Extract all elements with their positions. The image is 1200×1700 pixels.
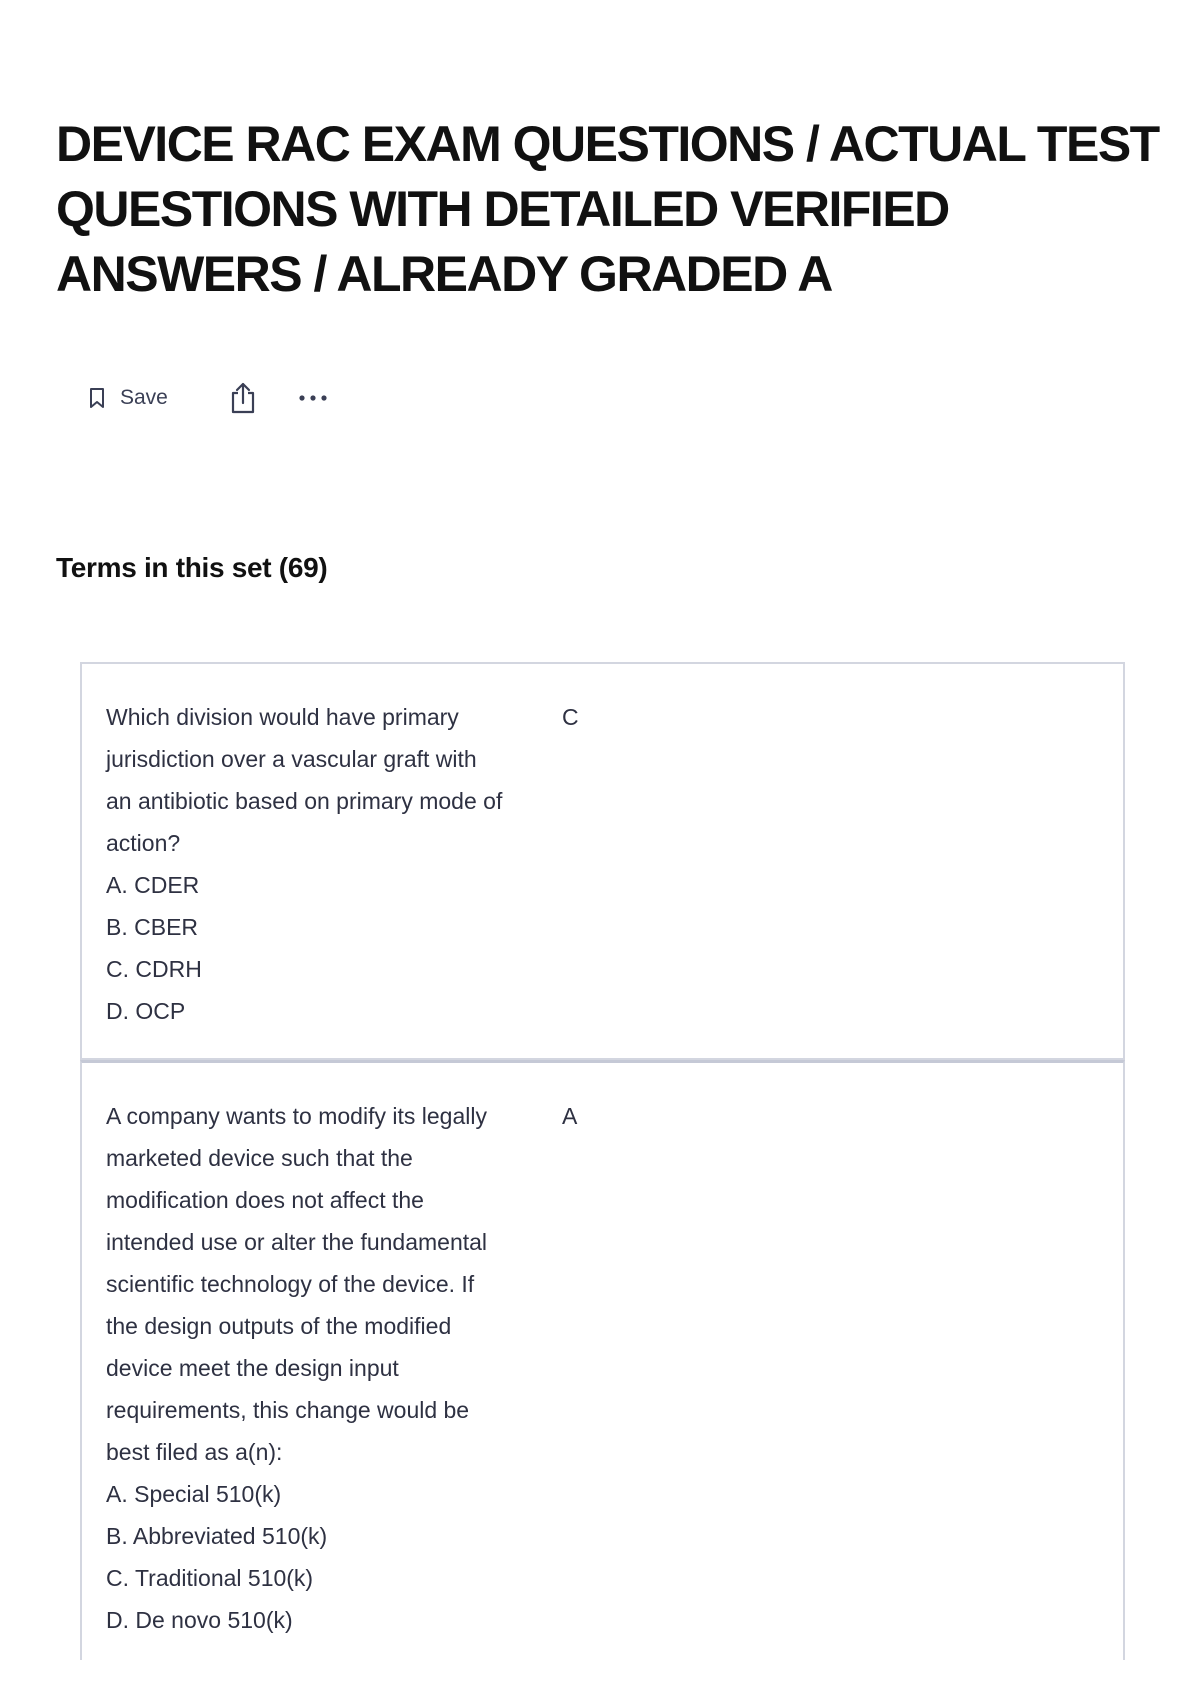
term-card[interactable] [80, 1060, 1125, 1660]
answer-option: B. CBER [106, 914, 199, 940]
answer-option: D. OCP [106, 998, 186, 1024]
answer-option: D. De novo 510(k) [106, 1607, 293, 1633]
answer-option: C. Traditional 510(k) [106, 1565, 314, 1591]
question-text: Which division would have primary jurisdiction over a vascular graft with an antibiotic based on primary mode of action? [106, 704, 503, 856]
terms-heading: Terms in this set (69) [56, 552, 328, 583]
answer-option: A. CDER [106, 872, 200, 898]
term-answer: C [562, 704, 579, 730]
set-actions-toolbar [76, 376, 338, 420]
question-text: A company wants to modify its legally marketed device such that the modification does not affect the intended use or alter the fundamental scientific technology of the device. If the design outputs of the modified device meet the design input requirements, this change would be best filed as a(n): [106, 1103, 488, 1465]
share-icon [230, 381, 256, 415]
answer-option: B. Abbreviated 510(k) [106, 1523, 328, 1549]
terms-list [80, 662, 1125, 1660]
share-button[interactable] [220, 375, 266, 421]
term-answer: A [562, 1103, 578, 1129]
save-label: Save [120, 386, 168, 409]
answer-option: A. Special 510(k) [106, 1481, 282, 1507]
more-options-button[interactable] [288, 388, 338, 408]
more-options-icon [298, 394, 328, 402]
term-question [106, 696, 506, 1032]
page-title: DEVICE RAC EXAM QUESTIONS / ACTUAL TEST QUESTIONS WITH DETAILED VERIFIED ANSWERS / ALREADY GRADED A [56, 116, 1159, 302]
save-button[interactable] [76, 380, 180, 416]
answer-option: C. CDRH [106, 956, 202, 982]
term-question [106, 1095, 506, 1634]
bookmark-icon [88, 387, 106, 409]
term-card[interactable] [80, 662, 1125, 1060]
